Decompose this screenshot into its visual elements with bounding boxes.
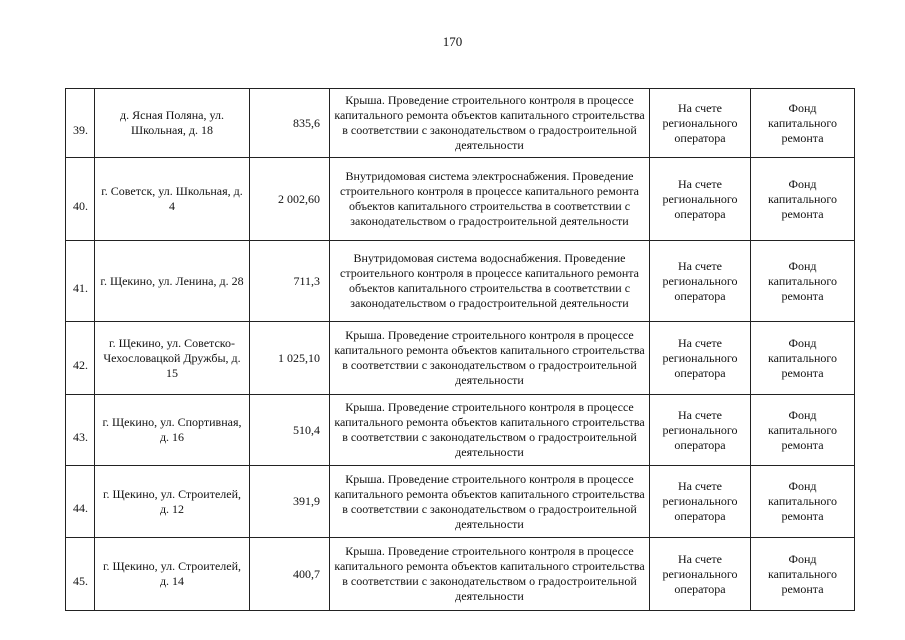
row-number: 42. <box>66 322 95 395</box>
area-cell: 510,4 <box>250 395 330 466</box>
table-row <box>66 89 855 158</box>
work-cell: Крыша. Проведение строительного контроля в процессе капитального ремонта объектов капитального строительства в соответствии с законодательством о градостроительной деятельности <box>330 395 650 466</box>
row-number: 41. <box>66 241 95 322</box>
area-cell: 2 002,60 <box>250 158 330 241</box>
table-row <box>66 322 855 395</box>
row-number: 44. <box>66 466 95 538</box>
address-cell: г. Щекино, ул. Ленина, д. 28 <box>95 241 250 322</box>
area-cell: 1 025,10 <box>250 322 330 395</box>
work-cell: Крыша. Проведение строительного контроля в процессе капитального ремонта объектов капитального строительства в соответствии с законодательством о градостроительной деятельности <box>330 89 650 158</box>
table-row <box>66 538 855 611</box>
address-cell: г. Щекино, ул. Спортивная, д. 16 <box>95 395 250 466</box>
row-number: 43. <box>66 395 95 466</box>
source-cell: Фонд капитального ремонта <box>751 158 855 241</box>
address-cell: г. Щекино, ул. Строителей, д. 12 <box>95 466 250 538</box>
row-number: 39. <box>66 89 95 158</box>
table-row <box>66 158 855 241</box>
account-cell: На счете регионального оператора <box>650 89 751 158</box>
work-cell: Крыша. Проведение строительного контроля в процессе капитального ремонта объектов капитального строительства в соответствии с законодательством о градостроительной деятельности <box>330 322 650 395</box>
work-cell: Крыша. Проведение строительного контроля в процессе капитального ремонта объектов капитального строительства в соответствии с законодательством о градостроительной деятельности <box>330 538 650 611</box>
source-cell: Фонд капитального ремонта <box>751 322 855 395</box>
source-cell: Фонд капитального ремонта <box>751 395 855 466</box>
row-number: 45. <box>66 538 95 611</box>
table-row <box>66 466 855 538</box>
address-cell: д. Ясная Поляна, ул. Школьная, д. 18 <box>95 89 250 158</box>
area-cell: 835,6 <box>250 89 330 158</box>
source-cell: Фонд капитального ремонта <box>751 89 855 158</box>
account-cell: На счете регионального оператора <box>650 538 751 611</box>
address-cell: г. Щекино, ул. Советско-Чехословацкой Дружбы, д. 15 <box>95 322 250 395</box>
account-cell: На счете регионального оператора <box>650 466 751 538</box>
address-cell: г. Советск, ул. Школьная, д. 4 <box>95 158 250 241</box>
source-cell: Фонд капитального ремонта <box>751 466 855 538</box>
account-cell: На счете регионального оператора <box>650 241 751 322</box>
table-row <box>66 241 855 322</box>
works-table <box>65 88 855 611</box>
work-cell: Крыша. Проведение строительного контроля в процессе капитального ремонта объектов капитального строительства в соответствии с законодательством о градостроительной деятельности <box>330 466 650 538</box>
area-cell: 400,7 <box>250 538 330 611</box>
work-cell: Внутридомовая система электроснабжения. Проведение строительного контроля в процессе капитального ремонта объектов капитального строительства в соответствии с законодательством о градостроительной деятельности <box>330 158 650 241</box>
account-cell: На счете регионального оператора <box>650 158 751 241</box>
page-number: 170 <box>442 34 463 49</box>
source-cell: Фонд капитального ремонта <box>751 538 855 611</box>
area-cell: 711,3 <box>250 241 330 322</box>
row-number: 40. <box>66 158 95 241</box>
source-cell: Фонд капитального ремонта <box>751 241 855 322</box>
table-row <box>66 395 855 466</box>
work-cell: Внутридомовая система водоснабжения. Проведение строительного контроля в процессе капитального ремонта объектов капитального строительства в соответствии с законодательством о градостроительной деятельности <box>330 241 650 322</box>
account-cell: На счете регионального оператора <box>650 322 751 395</box>
area-cell: 391,9 <box>250 466 330 538</box>
address-cell: г. Щекино, ул. Строителей, д. 14 <box>95 538 250 611</box>
account-cell: На счете регионального оператора <box>650 395 751 466</box>
